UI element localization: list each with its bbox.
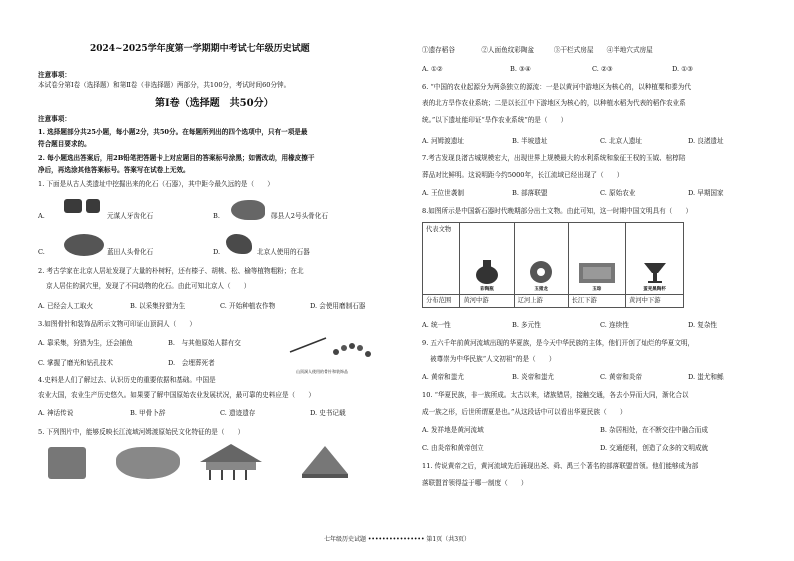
skull-fossil-image [231,200,265,220]
painted-pottery-bottle-image [473,257,501,285]
semi-cave-house-image [300,444,350,480]
notice-heading: 注意事项： [38,71,71,79]
q9-option-a: A. 黄帝和蚩尤 [422,373,464,381]
table-cell [460,223,514,295]
q4-option-a: A. 神话传说 [38,409,74,417]
jade-cong-image [577,259,617,285]
q9-option-c: C. 黄帝和炎帝 [600,373,642,381]
page-title: 2024~2025学年度第一学期期中考试七年级历史试题 [90,44,310,54]
q6-option-b: B. 半坡遗址 [512,137,548,145]
question-9-line: 被尊崇为中华民族“人文初祖”的是（ ） [430,355,556,363]
table-cell [568,223,625,295]
q7-option-d: D. 早期国家 [688,189,724,197]
question-2-line: 京人居住的洞穴里，发现了不同动物的化石。由此可知北京人（ ） [46,282,251,290]
rice-grain-image [48,447,86,479]
q1-option-a: 元谋人牙齿化石 [107,212,154,220]
table-row-header: 分布范围 [423,295,460,308]
tooth-fossil-image [86,199,100,213]
question-10-line: 成一族之形，后世所谓夏是也。”从这段话中可以看出华夏民族（ ） [422,408,627,416]
q6-option-d: D. 良渚遗址 [688,137,724,145]
q2-option-d: D. 会使用磨制石器 [310,302,366,310]
q2-option-a: A. 已经会人工取火 [38,302,94,310]
q8-option-b: B. 多元性 [512,321,541,329]
table-cell: 长江下游 [568,295,625,308]
q4-option-c: C. 遗迹遗存 [220,409,256,417]
q1-option-b-label: B. [213,212,220,220]
table-cell: 黄河中游 [460,295,514,308]
artifact-table [422,222,684,308]
q10-option-b: B. 杂居相处，在不断交往中融合而成 [600,426,708,434]
q1-option-a-label: A. [38,212,45,220]
q5-numbered-items: ①遗存稻谷 ②人面鱼纹彩陶盆 ③干栏式房屋 ④半地穴式房屋 [422,46,653,54]
skull-fossil-image [64,234,104,256]
q10-option-a: A. 发祥地是黄河流域 [422,426,484,434]
question-11-line: 11. 传说黄帝之后，黄河流域先后涌现出尧、舜、禹三个著名的部落联盟首领。他们能够成为部 [422,462,699,470]
q5-option-c: C. ②③ [592,65,613,73]
q3-option-a: A. 靠采集，狩猎为生，还会捕鱼 [38,339,133,347]
table-cell: 黄河中下游 [626,295,684,308]
artifact-name: 彩陶瓶 [480,286,494,292]
question-6-line: 6. “中国的农业起源分为两条独立的源流：一是以黄河中游地区为核心的，以种植粟和黍为代 [422,83,691,91]
question-6-line: 表的北方旱作农业系统；二是以长江中下游地区为核心的，以种植水稻为代表的稻作农业系 [422,99,686,107]
q7-option-a: A. 王位世袭制 [422,189,464,197]
q9-option-b: B. 炎帝和蚩尤 [512,373,555,381]
q7-option-b: B. 部落联盟 [512,189,548,197]
q8-option-d: D. 复杂性 [688,321,718,329]
question-5-stem: 5. 下列图片中，能够反映长江流域河姆渡原始民文化特征的是（ ） [38,428,245,436]
stilt-house-image [198,442,264,482]
question-4-line: 4.史料是人们了解过去、认识历史的重要依据和基础。中国是 [38,376,216,384]
question-2-line: 2. 考古学家在北京人居址发现了大量的朴树籽，还有榛子、胡桃、松、榆等植物粗粉；在北 [38,267,304,275]
notice-text: 本试卷分第Ⅰ卷（选择题）和第Ⅱ卷（非选择题）两部分，共100分，考试时间60分钟。 [38,81,291,89]
note-line: 1. 选择题部分共25小题，每小题2分，共50分。在每题所列出的四个选项中，只有一项是最 [38,128,308,136]
question-6-line: 统。”以下遗址能印证“旱作农业系统”的是（ ） [422,116,568,124]
q1-option-d-label: D. [213,248,221,256]
q5-option-d: D. ①③ [672,65,694,73]
q5-option-b: B. ③④ [510,65,531,73]
question-1-stem: 1. 下面是从古人类遗址中挖掘出来的化石（石器），其中距今最久远的是（ ） [38,180,274,188]
question-9-line: 9. 五六千年前黄河流域出现的华夏族，是今天中华民族的主体，他们开创了灿烂的华夏文明， [422,339,695,347]
q6-option-c: C. 北京人遗址 [600,137,642,145]
q1-option-b: 郧县人2号头骨化石 [271,212,328,220]
q9-option-d: D. 蚩尤和鲧 [688,373,724,381]
artifact-name: 玉琮 [592,286,602,292]
notes-heading: 注意事项： [38,115,71,123]
note-line: 符合题目要求的。 [38,140,91,148]
artifact-name: 蛋壳黑陶杯 [643,286,666,292]
table-cell: 辽河上游 [514,295,568,308]
q1-option-c-label: C. [38,248,45,256]
eggshell-black-pottery-cup-image [640,259,670,285]
q3-option-c: C. 掌握了磨光和钻孔技术 [38,359,113,367]
q6-option-a: A. 河姆渡遗址 [422,137,464,145]
tooth-fossil-image [64,199,82,213]
question-10-line: 10. “华夏民族，非一族所成。太古以来，诸族错居，接触交通，各去小异而大同，渐化合以 [422,391,689,399]
q1-option-d: 北京人使用的石器 [257,248,310,256]
note-line: 净后，再选涂其他答案标号。答案写在试卷上无效。 [38,166,190,174]
q10-option-c: C. 由炎帝和黄帝创立 [422,444,484,452]
jade-pig-dragon-image [528,259,554,285]
painted-pottery-basin-image [116,447,180,479]
question-3-stem: 3.如图骨针和装饰品所示文物可印证山顶洞人（ ） [38,320,196,328]
question-7-line: 葬品对比鲜明。这说明距今约5000年，长江流域已经出现了（ ） [422,171,624,179]
table-cell [626,223,684,295]
q5-option-a: A. ①② [422,65,443,73]
question-8-stem: 8.如图所示是中国新石器时代晚期部分出土文物。由此可知，这一时期中国文明具有（ ） [422,207,693,215]
q10-option-d: D. 交通便利，创造了众多的文明成就 [600,444,709,452]
q7-option-c: C. 原始农业 [600,189,636,197]
q2-option-b: B. 以采集狩猎为生 [130,302,186,310]
question-11-line: 落联盟首领得益于哪一制度（ ） [422,479,528,487]
q3-option-b: B. 与其他原始人群有交 [168,339,241,347]
table-row-header: 代表文物 [423,223,460,295]
question-4-line: 农业大国，农业生产历史悠久。如果要了解中国原始农业发展状况，最可靠的史料应是（ ） [38,391,315,399]
page-footer: 七年级历史试题 •••••••••••••••• 第1页（共3页） [323,536,471,543]
section-title: 第Ⅰ卷（选择题 共50分） [155,98,274,109]
q1-option-c: 蓝田人头骨化石 [107,248,154,256]
question-7-line: 7.考古发现良渚古城规模宏大，出现世界上规模最大的水利系统和象征王权的玉钺、棺椁陪 [422,154,686,162]
table-cell [514,223,568,295]
q8-option-a: A. 统一性 [422,321,451,329]
q3-option-d: D. 会埋葬死者 [168,359,215,367]
q4-option-d: D. 史书记载 [310,409,346,417]
q2-option-c: C. 开始种植农作物 [220,302,276,310]
note-line: 2. 每小题选出答案后，用2B铅笔把答题卡上对应题目的答案标号涂黑；如需改动，用橡皮擦干 [38,154,315,162]
image-caption: 山顶洞人使用的骨针和装饰品 [296,369,348,374]
stone-tool-image [226,234,252,254]
q8-option-c: C. 连续性 [600,321,629,329]
q4-option-b: B. 甲骨卜辞 [130,409,166,417]
artifact-name: 玉猪龙 [534,286,548,292]
bone-needle-image [286,330,386,370]
